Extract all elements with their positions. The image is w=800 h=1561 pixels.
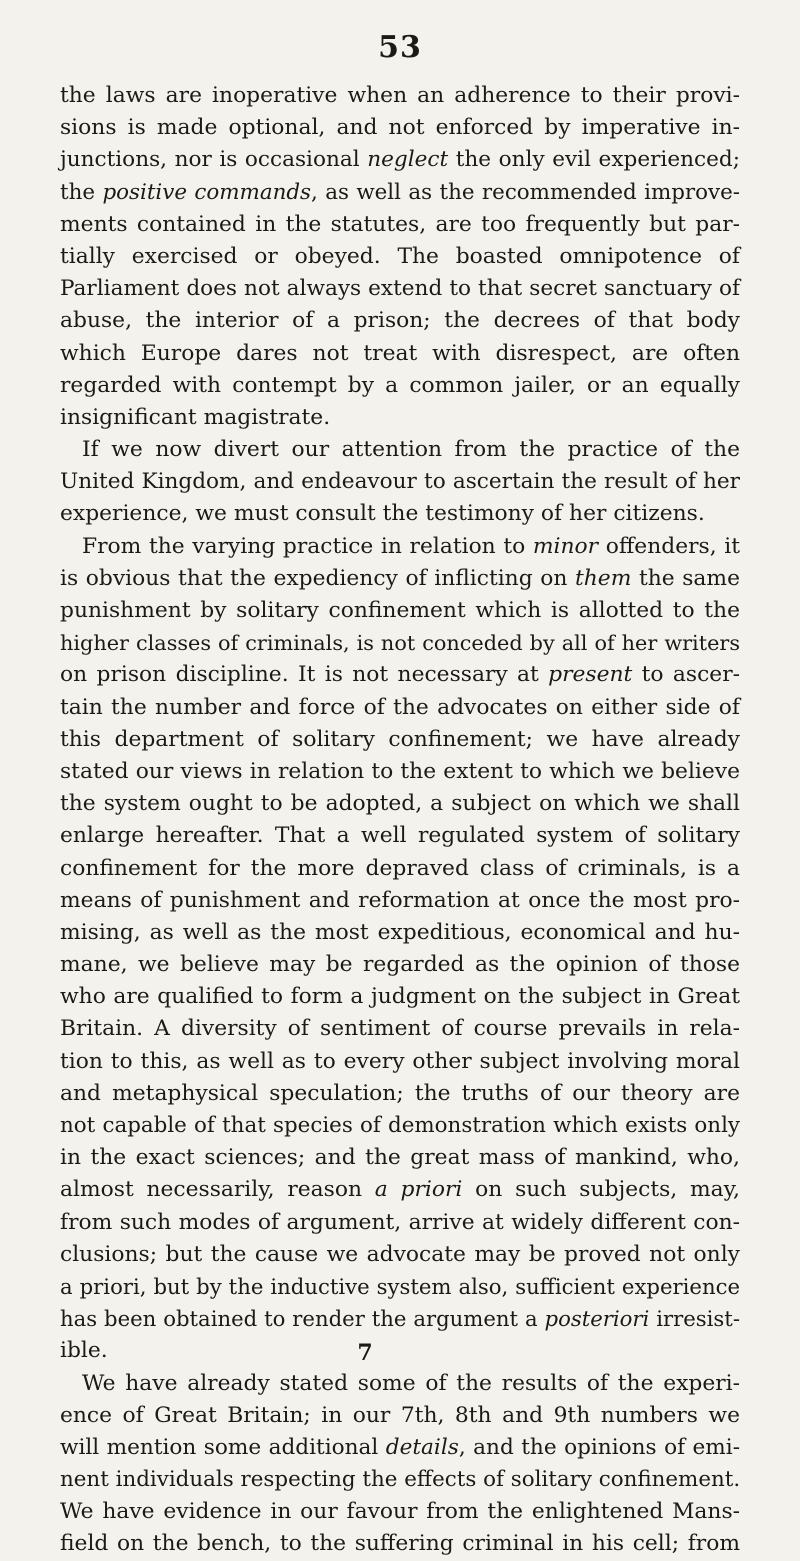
text-line: Parliament does not always extend to that secret sanctuary of — [60, 276, 740, 302]
text-line: punishment by solitary confinement which is allotted to the — [60, 598, 740, 623]
text-line: tain the number and force of the advocates on either side of — [60, 694, 740, 720]
text-line: a priori, but by the inductive system also, sufficient experience — [60, 1273, 740, 1299]
text-line: mane, we believe may be regarded as the opinion of those — [60, 952, 740, 978]
text-line: United Kingdom, and endeavour to ascertain the result of her — [60, 469, 740, 495]
text-line: almost necessarily, reason a priori on such subjects, may, — [60, 1177, 740, 1203]
text-line: who are qualified to form a judgment on the subject in Great — [60, 984, 740, 1010]
text-line: from such modes of argument, arrive at widely different con- — [60, 1209, 740, 1235]
text-line: not capable of that species of demonstration which exists only — [60, 1113, 740, 1138]
text-line: enlarge hereafter. That a well regulated system of solitary — [60, 823, 740, 849]
text-line: We have already stated some of the results of the experi- — [82, 1370, 740, 1396]
text-line: has been obtained to render the argument a posteriori irresist- — [60, 1306, 740, 1332]
text-line: abuse, the interior of a prison; the decrees of that body — [60, 308, 740, 334]
text-line: sions is made optional, and not enforced by imperative in- — [60, 115, 740, 141]
text-line: Britain. A diversity of sentiment of course prevails in rela- — [60, 1016, 740, 1042]
italic-text: positive commands — [102, 179, 312, 205]
text-line: experience, we must consult the testimony of her citizens. — [60, 501, 705, 527]
italic-text: details — [385, 1434, 459, 1460]
text-line: insignificant magistrate. — [60, 404, 331, 430]
text-line: ments contained in the statutes, are too frequently but par- — [60, 211, 740, 237]
text-line: We have evidence in our favour from the enlightened Mans- — [60, 1499, 740, 1525]
italic-text: them — [575, 565, 632, 591]
text-line: the laws are inoperative when an adherence to their provi- — [60, 83, 740, 108]
text-line: ible. — [60, 1338, 108, 1364]
italic-text: a priori — [374, 1177, 463, 1203]
text-line: and metaphysical speculation; the truths of our theory are — [60, 1080, 740, 1106]
text-line: nent individuals respecting the effects of solitary confinement. — [60, 1467, 741, 1493]
text-line: the positive commands, as well as the recommended improve- — [60, 179, 741, 205]
text-line: tially exercised or obeyed. The boasted omnipotence of — [60, 243, 740, 269]
italic-text: posteriori — [544, 1306, 650, 1332]
text-line: field on the bench, to the suffering criminal in his cell; from — [60, 1531, 740, 1557]
text-line: means of punishment and reformation at once the most pro- — [60, 887, 740, 913]
text-line: the system ought to be adopted, a subject on which we shall — [60, 791, 740, 817]
text-line: higher classes of criminals, is not conceded by all of her writers — [60, 631, 740, 656]
text-line: will mention some additional details, and the opinions of emi- — [60, 1434, 740, 1460]
italic-text: present — [548, 662, 633, 688]
text-line: If we now divert our attention from the practice of the — [82, 437, 740, 463]
text-line: tion to this, as well as to every other subject involving moral — [60, 1048, 740, 1074]
italic-text: neglect — [367, 147, 449, 173]
text-line: is obvious that the expediency of inflicting on them the same — [60, 565, 740, 591]
text-line: ence of Great Britain; in our 7th, 8th and 9th numbers we — [60, 1402, 740, 1428]
text-line: in the exact sciences; and the great mass of mankind, who, — [60, 1145, 740, 1171]
text-line: mising, as well as the most expeditious, economical and hu- — [60, 919, 740, 945]
text-line: stated our views in relation to the extent to which we believe — [60, 758, 740, 784]
signature-mark: 7 — [357, 1340, 373, 1366]
text-line: regarded with contempt by a common jailer, or an equally — [60, 372, 740, 398]
page-number: 53 — [378, 30, 422, 65]
body-text — [60, 80, 740, 1561]
text-line: this department of solitary confinement; we have already — [60, 726, 740, 752]
text-line: clusions; but the cause we advocate may be proved not only — [60, 1241, 740, 1267]
text-line: confinement for the more depraved class of criminals, is a — [60, 855, 740, 881]
text-line: From the varying practice in relation to minor offenders, it — [82, 533, 740, 559]
text-line: which Europe dares not treat with disrespect, are often — [60, 340, 740, 366]
text-line: junctions, nor is occasional neglect the only evil experienced; — [60, 147, 740, 173]
text-line: on prison discipline. It is not necessary at present to ascer- — [60, 662, 740, 688]
italic-text: minor — [532, 533, 599, 559]
